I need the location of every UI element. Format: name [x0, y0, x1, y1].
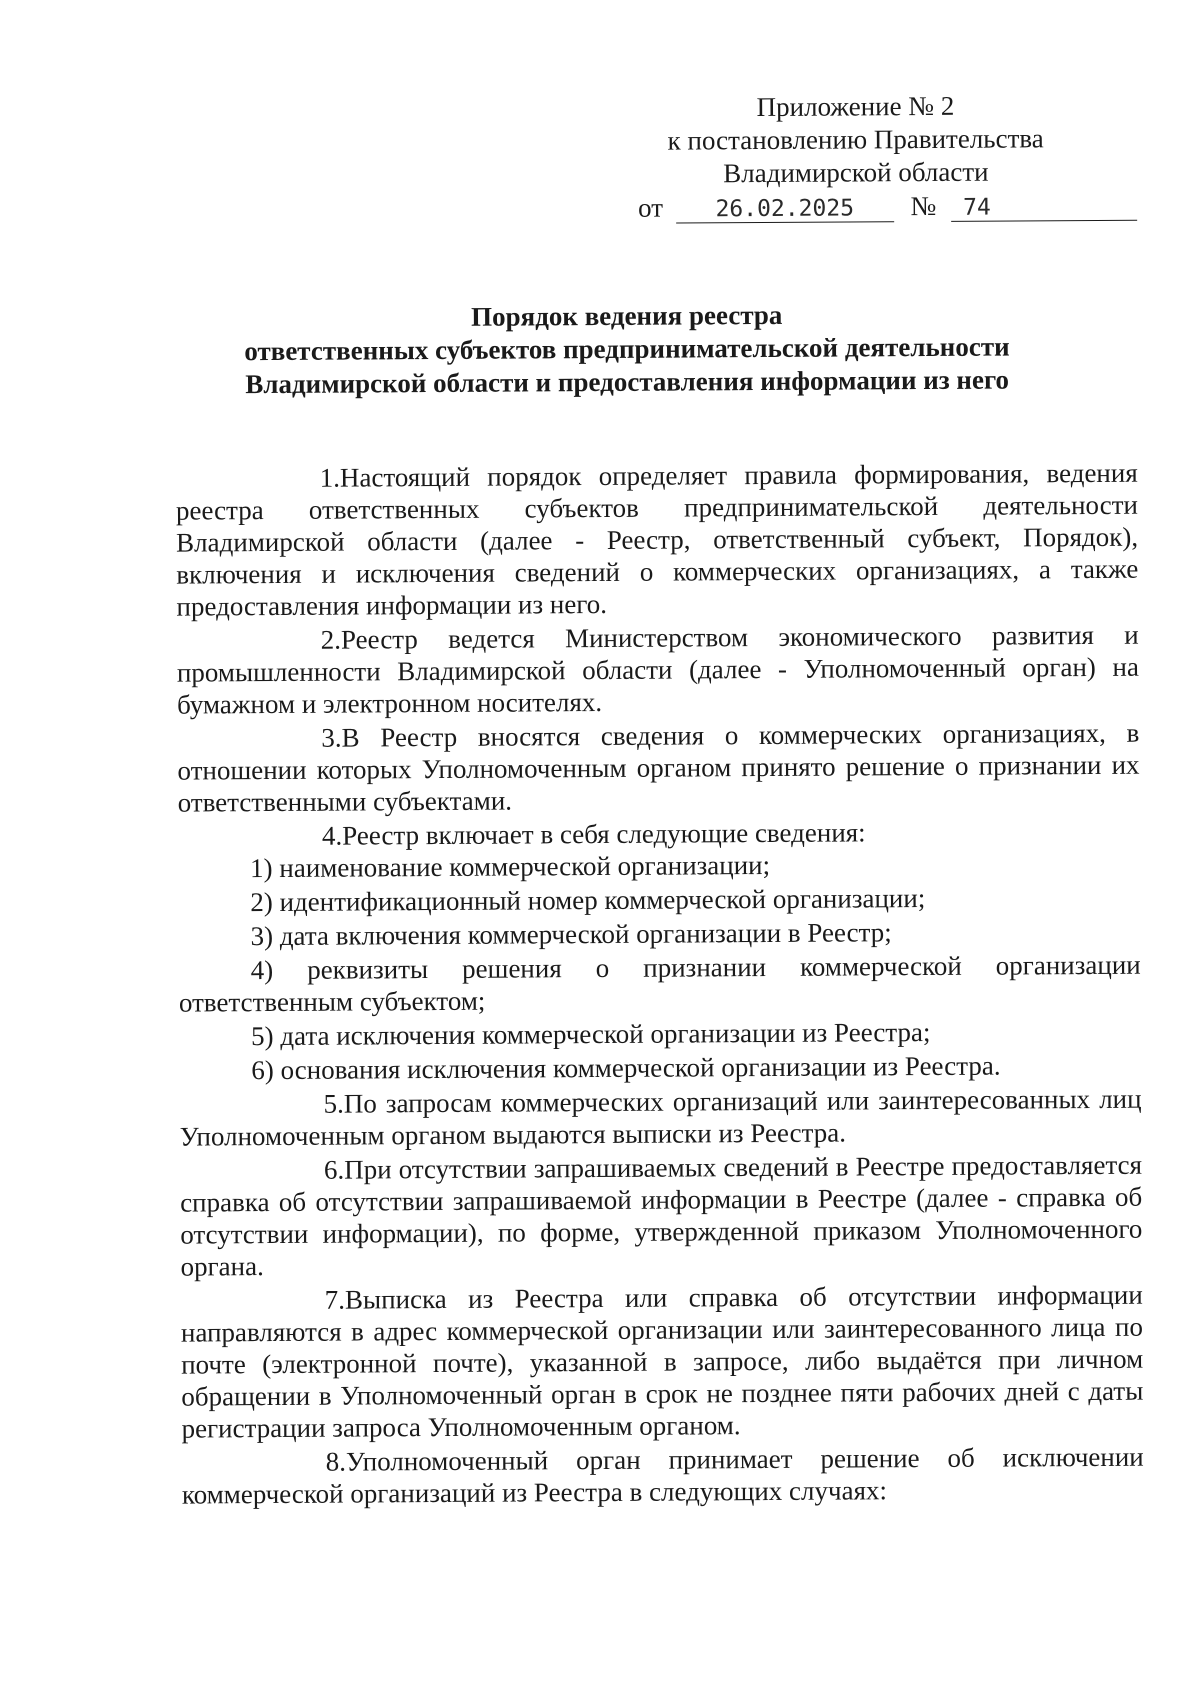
- paragraph-text: Уполномоченный орган принимает решение об исключении коммерческой организаций из Реестра в следующих случаях:: [181, 1441, 1144, 1510]
- paragraph-3: [177, 717, 1140, 819]
- paragraph-text: По запросам коммерческих организаций или заинтересованных лиц Уполномоченным органом выдаются выписки из Реестра.: [179, 1083, 1142, 1152]
- paragraph-text: Реестр включает в себя следующие сведения:: [342, 817, 866, 851]
- title-line-3: Владимирской области и предоставления информации из него: [245, 364, 1010, 400]
- appendix-resolution-ref: к постановлению Правительства: [667, 123, 1044, 156]
- paragraph-7: [181, 1279, 1144, 1445]
- resolution-number: 74: [951, 194, 1137, 222]
- title-line-2: ответственных субъектов предпринимательской деятельности: [244, 331, 1010, 367]
- list-item: 5) дата исключения коммерческой организации из Реестра;: [251, 1016, 931, 1052]
- paragraph-number: 7.: [324, 1284, 346, 1315]
- paragraph-6: [180, 1149, 1143, 1283]
- date-prefix: от: [637, 192, 664, 223]
- paragraph-number: 4.: [321, 820, 343, 851]
- paragraph-text: В Реестр вносятся сведения о коммерческих организациях, в отношении которых Уполномоченным органом принято решение о признании их ответственными субъектами.: [177, 717, 1140, 818]
- paragraph-number: 1.: [319, 462, 341, 493]
- paragraph-text: При отсутствии запрашиваемых сведений в Реестре предоставляется справка об отсутствии запрашиваемой информации в Реестре (далее - справка об отсутствии информации), по форме, утвержденной приказом Уполномоченного органа.: [180, 1149, 1143, 1282]
- list-item: 1) наименование коммерческой организации;: [250, 849, 771, 884]
- appendix-header: [625, 89, 1086, 191]
- list-item: 3) дата включения коммерческой организации в Реестр;: [250, 917, 892, 952]
- resolution-date-line: [638, 189, 1137, 225]
- resolution-date: 26.02.2025: [676, 195, 894, 223]
- paragraph-text: Выписка из Реестра или справка об отсутствии информации направляются в адрес коммерческой организации или заинтересованного лица по почте (электронной почте), указанной в запросе, либо выдаётся при личном обращении в Уполномоченный орган в срок не позднее пяти рабочих дней с даты регистрации запроса Уполномоченным органом.: [180, 1279, 1144, 1444]
- appendix-number: Приложение № 2: [756, 90, 955, 123]
- paragraph-2: [177, 619, 1140, 721]
- paragraph-8: [182, 1441, 1144, 1511]
- list-item: 2) идентификационный номер коммерческой организации;: [250, 883, 926, 918]
- appendix-region: Владимирской области: [723, 156, 989, 189]
- number-sign: №: [910, 190, 937, 222]
- paragraph-5: [179, 1083, 1141, 1153]
- paragraph-text: Настоящий порядок определяет правила формирования, ведения реестра ответственных субъектов предпринимательской деятельности Владимирской области (далее - Реестр, ответственный субъект, Порядок), включения и исключения сведений о коммерческих организациях, а также предоставления информации из него.: [175, 457, 1139, 622]
- paragraph-number: 3.: [321, 722, 342, 753]
- title-line-1: Порядок ведения реестра: [470, 299, 783, 332]
- paragraph-text: Реестр ведется Министерством экономического развития и промышленности Владимирской области (далее - Уполномоченный орган) на бумажном и электронном носителях.: [176, 619, 1139, 720]
- document-body: [176, 457, 1144, 1511]
- document-title: [167, 297, 1088, 402]
- list-item: 6) основания исключения коммерческой организации из Реестра.: [251, 1050, 1001, 1086]
- paragraph-number: 8.: [325, 1446, 347, 1477]
- paragraph-1: [176, 457, 1139, 623]
- paragraph-number: 6.: [323, 1154, 345, 1185]
- paragraph-number: 5.: [323, 1088, 344, 1119]
- list-item: 4) реквизиты решения о признании коммерческой организации ответственным субъектом;: [178, 949, 1141, 1018]
- paragraph-number: 2.: [320, 624, 342, 655]
